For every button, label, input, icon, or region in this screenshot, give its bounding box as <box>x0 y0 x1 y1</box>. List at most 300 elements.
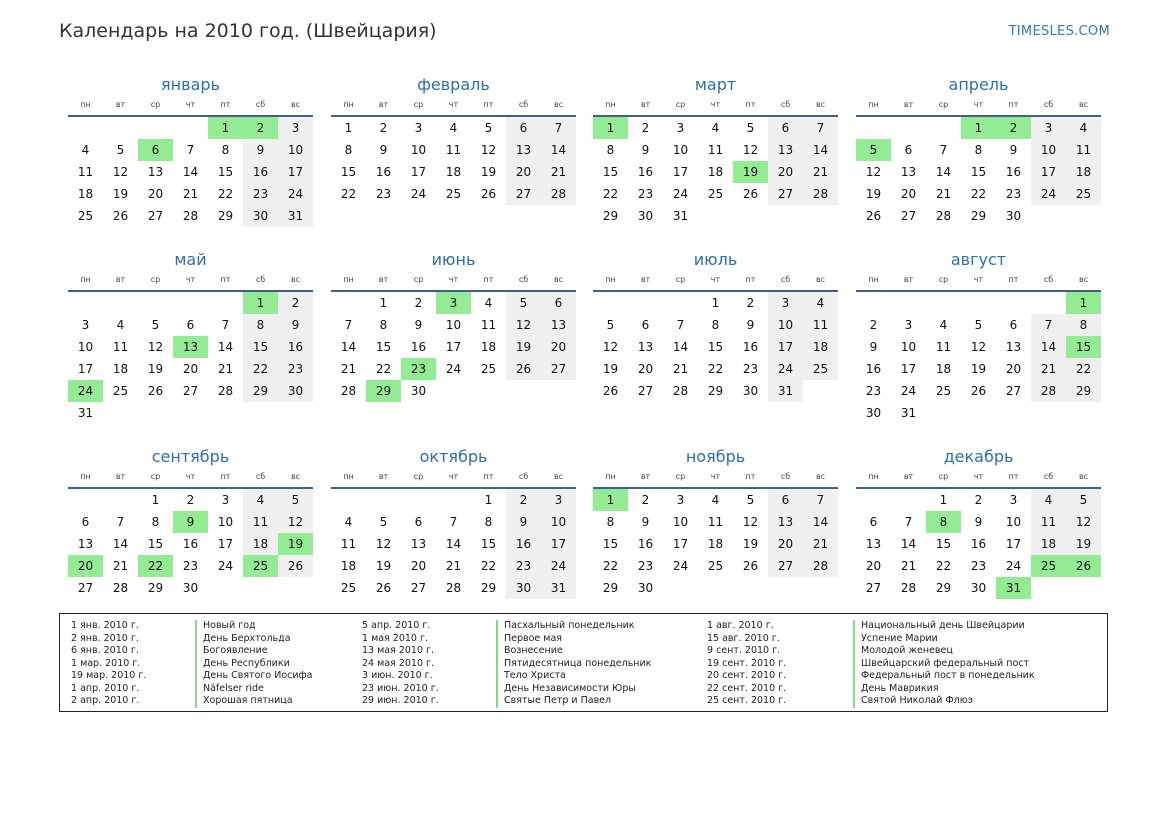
day-cell: 3 <box>676 493 685 507</box>
day-cell: 7 <box>939 143 948 157</box>
day-cell: 26 <box>1066 555 1101 577</box>
day-cell: 6 <box>506 117 541 139</box>
holiday-date: 2 апр. 2010 г. <box>71 695 140 706</box>
weekday-label: ср <box>413 100 424 109</box>
weekday-label: ср <box>675 100 686 109</box>
day-cell: 22 <box>935 559 952 573</box>
day-cell: 4 <box>81 143 90 157</box>
empty-cell <box>366 489 401 511</box>
day-cell: 18 <box>707 537 724 551</box>
day-cell: 21 <box>445 559 462 573</box>
empty-cell <box>733 577 768 599</box>
weekday-label: вс <box>290 275 301 284</box>
day-cell: 14 <box>803 511 838 533</box>
empty-cell <box>436 489 471 511</box>
day-cell: 11 <box>77 165 94 179</box>
day-cell: 11 <box>707 515 724 529</box>
day-cell: 17 <box>410 165 427 179</box>
day-cell: 2 <box>746 296 755 310</box>
holiday-name: День Независимости Юры <box>496 683 636 696</box>
day-cell: 20 <box>900 187 917 201</box>
weekday-label: сб <box>1043 100 1054 109</box>
weekday-label: пт <box>745 100 756 109</box>
day-cell: 9 <box>506 511 541 533</box>
day-grid <box>593 489 838 599</box>
empty-cell <box>926 402 961 424</box>
weekday-label: пн <box>80 100 91 109</box>
empty-cell <box>331 489 366 511</box>
day-cell: 10 <box>541 511 576 533</box>
day-cell: 16 <box>182 537 199 551</box>
day-cell: 5 <box>151 318 160 332</box>
day-cell: 1 <box>484 493 493 507</box>
day-cell: 6 <box>768 489 803 511</box>
day-cell: 29 <box>935 581 952 595</box>
month-name: октябрь <box>419 447 488 466</box>
weekday-label: ср <box>150 100 161 109</box>
day-cell: 7 <box>221 318 230 332</box>
weekday-label: вс <box>290 100 301 109</box>
day-cell: 17 <box>672 537 689 551</box>
empty-cell <box>663 292 698 314</box>
weekday-label: сб <box>518 275 529 284</box>
weekday-label: вс <box>553 100 564 109</box>
empty-cell <box>1066 577 1101 599</box>
day-cell: 18 <box>445 165 462 179</box>
weekday-label: пт <box>745 472 756 481</box>
day-cell: 12 <box>278 511 313 533</box>
day-cell: 18 <box>340 559 357 573</box>
weekday-header <box>68 468 313 489</box>
day-cell: 7 <box>116 515 125 529</box>
holiday-name: Успение Марии <box>853 633 938 646</box>
day-cell: 5 <box>1066 489 1101 511</box>
day-grid <box>856 489 1101 599</box>
day-cell: 12 <box>112 165 129 179</box>
day-cell: 7 <box>676 318 685 332</box>
day-cell: 4 <box>711 121 720 135</box>
day-cell: 17 <box>1005 537 1022 551</box>
day-cell: 9 <box>641 143 650 157</box>
day-cell: 6 <box>869 515 878 529</box>
day-cell: 30 <box>506 577 541 599</box>
day-cell: 10 <box>410 143 427 157</box>
weekday-label: вс <box>815 100 826 109</box>
day-cell: 29 <box>602 581 619 595</box>
day-cell: 16 <box>865 362 882 376</box>
weekday-label: ср <box>675 275 686 284</box>
weekday-label: вт <box>115 472 126 481</box>
day-cell: 23 <box>278 358 313 380</box>
month-name: апрель <box>948 75 1009 94</box>
empty-cell <box>891 292 926 314</box>
day-cell: 13 <box>410 537 427 551</box>
day-cell: 25 <box>77 209 94 223</box>
day-cell: 8 <box>711 318 720 332</box>
day-cell: 14 <box>935 165 952 179</box>
weekday-header <box>68 271 313 292</box>
day-cell: 19 <box>480 165 497 179</box>
day-cell: 15 <box>602 537 619 551</box>
holiday-date: 20 сент. 2010 г. <box>707 670 787 681</box>
weekday-label: чт <box>710 100 721 109</box>
day-cell: 8 <box>151 515 160 529</box>
day-cell: 22 <box>375 362 392 376</box>
day-grid <box>68 117 313 227</box>
weekday-label: вт <box>640 100 651 109</box>
holiday-list <box>59 613 1108 712</box>
day-cell: 1 <box>151 493 160 507</box>
day-cell: 12 <box>375 537 392 551</box>
day-cell: 15 <box>970 165 987 179</box>
weekday-label: чт <box>710 275 721 284</box>
day-cell: 15 <box>480 537 497 551</box>
day-cell: 26 <box>742 187 759 201</box>
weekday-label: чт <box>448 100 459 109</box>
day-cell: 3 <box>221 493 230 507</box>
weekday-label: сб <box>518 472 529 481</box>
weekday-label: пт <box>745 275 756 284</box>
day-cell: 18 <box>1031 533 1066 555</box>
day-cell: 15 <box>707 340 724 354</box>
holiday-name: День Берхтольда <box>195 633 291 646</box>
day-cell: 9 <box>974 515 983 529</box>
day-cell: 20 <box>410 559 427 573</box>
day-cell: 26 <box>742 559 759 573</box>
day-cell: 28 <box>935 209 952 223</box>
day-cell: 15 <box>340 165 357 179</box>
day-cell: 24 <box>68 380 103 402</box>
holiday-date: 5 апр. 2010 г. <box>362 620 431 631</box>
page-title: Календарь на 2010 год. (Швейцария) <box>59 20 437 42</box>
day-cell: 7 <box>186 143 195 157</box>
day-cell: 26 <box>147 384 164 398</box>
day-cell: 2 <box>641 121 650 135</box>
day-cell: 16 <box>410 340 427 354</box>
day-cell: 25 <box>803 358 838 380</box>
day-cell: 12 <box>865 165 882 179</box>
day-cell: 9 <box>641 515 650 529</box>
holiday-date: 13 мая 2010 г. <box>362 645 435 656</box>
empty-cell <box>926 292 961 314</box>
day-cell: 16 <box>243 161 278 183</box>
weekday-label: вт <box>903 100 914 109</box>
weekday-label: пн <box>868 275 879 284</box>
weekday-label: сб <box>255 472 266 481</box>
day-cell: 29 <box>602 209 619 223</box>
weekday-label: сб <box>255 275 266 284</box>
day-cell: 21 <box>803 533 838 555</box>
holiday-date: 1 мая 2010 г. <box>362 632 428 644</box>
day-cell: 28 <box>672 384 689 398</box>
weekday-label: сб <box>780 100 791 109</box>
day-cell: 13 <box>506 139 541 161</box>
day-grid <box>68 489 313 599</box>
day-cell: 8 <box>926 511 961 533</box>
site-link[interactable]: TIMESLES.COM <box>1008 24 1110 39</box>
month-name: декабрь <box>943 447 1014 466</box>
holiday-name: Новый год <box>195 620 256 633</box>
day-cell: 3 <box>904 318 913 332</box>
day-cell: 25 <box>707 187 724 201</box>
month-name: сентябрь <box>151 447 230 466</box>
weekday-label: ср <box>938 100 949 109</box>
day-cell: 6 <box>186 318 195 332</box>
day-cell: 18 <box>935 362 952 376</box>
day-cell: 28 <box>1031 380 1066 402</box>
day-cell: 14 <box>182 165 199 179</box>
empty-cell <box>856 117 891 139</box>
empty-cell <box>506 380 541 402</box>
day-cell: 14 <box>672 340 689 354</box>
weekday-label: пн <box>605 100 616 109</box>
day-cell: 14 <box>112 537 129 551</box>
day-cell: 12 <box>742 143 759 157</box>
holiday-date: 15 авг. 2010 г. <box>707 632 780 644</box>
day-cell: 6 <box>1009 318 1018 332</box>
day-cell: 16 <box>506 533 541 555</box>
day-cell: 3 <box>768 292 803 314</box>
day-cell: 8 <box>344 143 353 157</box>
weekday-label: ср <box>675 472 686 481</box>
day-cell: 20 <box>1005 362 1022 376</box>
day-cell: 2 <box>641 493 650 507</box>
day-cell: 9 <box>278 314 313 336</box>
day-cell: 17 <box>278 161 313 183</box>
day-cell: 21 <box>340 362 357 376</box>
day-cell: 9 <box>414 318 423 332</box>
empty-cell <box>1066 205 1101 227</box>
weekday-label: пт <box>483 100 494 109</box>
month-9 <box>68 446 313 599</box>
weekday-label: вс <box>815 472 826 481</box>
day-cell: 24 <box>672 559 689 573</box>
empty-cell <box>768 577 803 599</box>
day-cell: 7 <box>803 117 838 139</box>
weekday-label: пн <box>343 275 354 284</box>
day-cell: 27 <box>637 384 654 398</box>
day-cell: 16 <box>637 165 654 179</box>
day-cell: 3 <box>278 117 313 139</box>
day-cell: 23 <box>637 559 654 573</box>
empty-cell <box>663 577 698 599</box>
day-cell: 13 <box>768 139 803 161</box>
empty-cell <box>103 292 138 314</box>
day-cell: 12 <box>147 340 164 354</box>
day-cell: 9 <box>746 318 755 332</box>
day-cell: 6 <box>768 117 803 139</box>
weekday-header <box>593 468 838 489</box>
day-cell: 8 <box>484 515 493 529</box>
month-name: май <box>174 250 207 269</box>
empty-cell <box>208 292 243 314</box>
holiday-name: Пятидесятница понедельник <box>496 658 651 671</box>
day-cell: 19 <box>742 537 759 551</box>
day-cell: 6 <box>81 515 90 529</box>
day-grid <box>331 292 576 402</box>
day-cell: 23 <box>637 187 654 201</box>
month-5 <box>68 249 313 424</box>
empty-cell <box>856 292 891 314</box>
month-name: март <box>694 75 737 94</box>
weekday-label: пт <box>220 275 231 284</box>
day-cell: 6 <box>641 318 650 332</box>
day-cell: 14 <box>1031 336 1066 358</box>
day-cell: 21 <box>217 362 234 376</box>
day-cell: 25 <box>243 555 278 577</box>
empty-cell <box>103 489 138 511</box>
day-cell: 12 <box>970 340 987 354</box>
month-8 <box>856 249 1101 424</box>
weekday-label: пт <box>483 472 494 481</box>
empty-cell <box>1031 205 1066 227</box>
day-cell: 7 <box>904 515 913 529</box>
day-cell: 30 <box>410 384 427 398</box>
day-cell: 31 <box>541 577 576 599</box>
day-cell: 30 <box>182 581 199 595</box>
day-cell: 13 <box>768 511 803 533</box>
day-cell: 8 <box>221 143 230 157</box>
day-cell: 14 <box>217 340 234 354</box>
day-cell: 18 <box>1066 161 1101 183</box>
weekday-label: пн <box>343 472 354 481</box>
day-cell: 11 <box>112 340 129 354</box>
empty-cell <box>891 117 926 139</box>
empty-cell <box>803 380 838 402</box>
day-cell: 23 <box>401 358 436 380</box>
empty-cell <box>138 292 173 314</box>
day-cell: 17 <box>672 165 689 179</box>
weekday-header <box>331 468 576 489</box>
holiday-name: Тело Христа <box>496 670 566 683</box>
day-cell: 29 <box>970 209 987 223</box>
weekday-label: вт <box>378 100 389 109</box>
day-grid <box>593 292 838 402</box>
day-cell: 29 <box>1066 380 1101 402</box>
day-cell: 18 <box>112 362 129 376</box>
day-cell: 5 <box>746 121 755 135</box>
day-cell: 20 <box>637 362 654 376</box>
day-cell: 25 <box>480 362 497 376</box>
weekday-label: чт <box>448 472 459 481</box>
weekday-label: ср <box>150 275 161 284</box>
weekday-label: вт <box>378 275 389 284</box>
holiday-date: 3 июн. 2010 г. <box>362 670 433 681</box>
holiday-date: 25 сент. 2010 г. <box>707 695 787 706</box>
holiday-date: 1 янв. 2010 г. <box>71 620 139 631</box>
day-cell: 20 <box>68 555 103 577</box>
day-cell: 27 <box>410 581 427 595</box>
month-2 <box>331 74 576 205</box>
day-cell: 24 <box>217 559 234 573</box>
day-cell: 6 <box>414 515 423 529</box>
day-cell: 20 <box>147 187 164 201</box>
empty-cell <box>68 117 103 139</box>
weekday-label: вт <box>115 275 126 284</box>
weekday-header <box>331 271 576 292</box>
day-cell: 15 <box>1066 336 1101 358</box>
day-cell: 27 <box>768 183 803 205</box>
holiday-name: Федеральный пост в понедельник <box>853 670 1035 683</box>
day-cell: 22 <box>243 358 278 380</box>
holiday-name: Швейцарский федеральный пост <box>853 658 1029 671</box>
day-cell: 14 <box>900 537 917 551</box>
day-cell: 4 <box>484 296 493 310</box>
weekday-label: пн <box>80 275 91 284</box>
day-cell: 22 <box>707 362 724 376</box>
weekday-label: чт <box>973 100 984 109</box>
day-cell: 27 <box>900 209 917 223</box>
empty-cell <box>698 205 733 227</box>
day-cell: 22 <box>1066 358 1101 380</box>
day-cell: 24 <box>541 555 576 577</box>
day-cell: 11 <box>803 314 838 336</box>
empty-cell <box>278 577 313 599</box>
day-cell: 13 <box>77 537 94 551</box>
day-cell: 17 <box>217 537 234 551</box>
day-grid <box>593 117 838 227</box>
holiday-name: День Республики <box>195 658 290 671</box>
weekday-label: пт <box>483 275 494 284</box>
day-cell: 31 <box>672 209 689 223</box>
day-cell: 17 <box>768 336 803 358</box>
holiday-date: 9 сент. 2010 г. <box>707 645 781 656</box>
day-cell: 29 <box>243 380 278 402</box>
day-cell: 31 <box>996 577 1031 599</box>
day-grid <box>331 117 576 205</box>
day-cell: 22 <box>480 559 497 573</box>
day-cell: 9 <box>869 340 878 354</box>
day-cell: 5 <box>116 143 125 157</box>
day-grid <box>856 292 1101 424</box>
day-cell: 4 <box>939 318 948 332</box>
day-cell: 8 <box>974 143 983 157</box>
day-cell: 16 <box>278 336 313 358</box>
empty-cell <box>768 205 803 227</box>
day-cell: 21 <box>541 161 576 183</box>
day-cell: 23 <box>1005 187 1022 201</box>
day-cell: 19 <box>112 187 129 201</box>
holiday-date: 23 июн. 2010 г. <box>362 682 439 694</box>
day-cell: 23 <box>742 362 759 376</box>
day-cell: 3 <box>414 121 423 135</box>
day-cell: 2 <box>869 318 878 332</box>
day-cell: 1 <box>379 296 388 310</box>
day-cell: 31 <box>900 406 917 420</box>
day-cell: 21 <box>1031 358 1066 380</box>
empty-cell <box>1031 402 1066 424</box>
empty-cell <box>593 292 628 314</box>
day-cell: 30 <box>243 205 278 227</box>
day-cell: 5 <box>379 515 388 529</box>
day-cell: 19 <box>506 336 541 358</box>
day-cell: 3 <box>541 489 576 511</box>
weekday-header <box>68 96 313 117</box>
day-cell: 21 <box>112 559 129 573</box>
weekday-label: вс <box>1078 472 1089 481</box>
day-cell: 13 <box>637 340 654 354</box>
day-cell: 28 <box>112 581 129 595</box>
day-cell: 5 <box>856 139 891 161</box>
month-10 <box>331 446 576 599</box>
month-11 <box>593 446 838 599</box>
month-name: ноябрь <box>685 447 746 466</box>
empty-cell <box>926 117 961 139</box>
empty-cell <box>856 489 891 511</box>
weekday-label: ср <box>413 275 424 284</box>
holiday-name: Первое мая <box>496 633 562 646</box>
empty-cell <box>1031 292 1066 314</box>
